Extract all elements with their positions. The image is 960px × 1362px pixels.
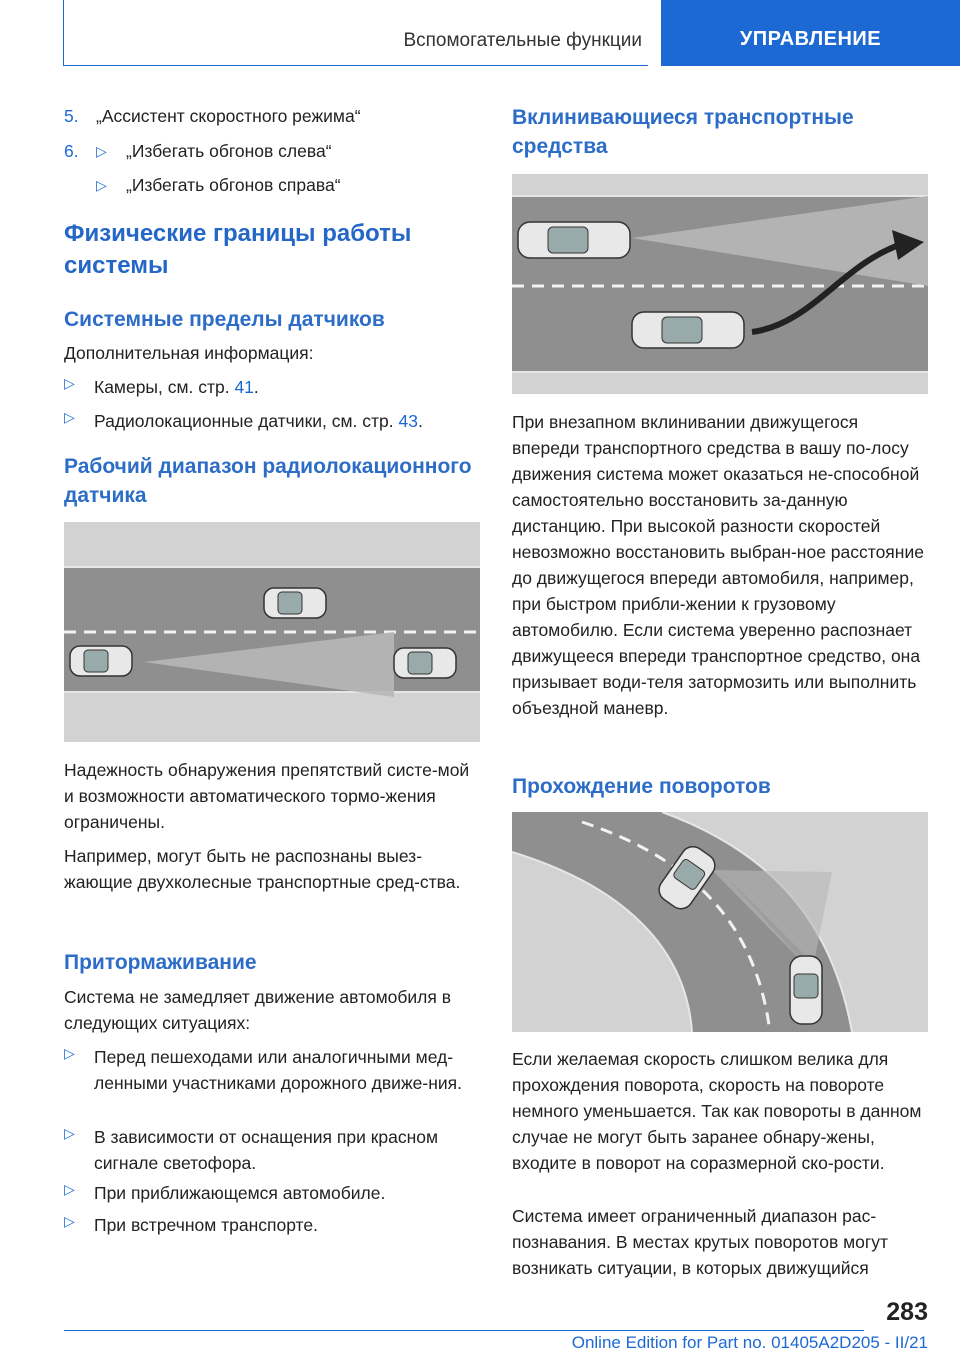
heading-curves: Прохождение поворотов: [512, 775, 771, 798]
cut-in-paragraph: При внезапном вклинивании движущегося впереди транспортного средства в вашу по-лосу движения система может оказаться не-способной самостоятельно восстановить за-данную дистанцию. При высокой разности скоростей невозможно восстановить выбран-ное расстояние до движущегося впереди автомобиля, например, при быстром прибли-жении к грузовому автомобилю. Если система уверенно распознает движущееся впереди транспортное средство, она призывает води-теля затормозить или выполнить объездной маневр.: [512, 412, 924, 718]
radar-paragraph-2: Например, могут быть не распознаны выез-жающие двухколесные транспортные сред-ства.: [64, 846, 461, 892]
bullet-item: ▷ В зависимости от оснащения при красном сигнале светофора.: [64, 1124, 482, 1176]
list-number: 6.: [64, 141, 79, 161]
cut-in-figure: [512, 174, 928, 394]
heading-sensor-limits: Системные пределы датчиков: [64, 308, 385, 331]
page-number: 283: [886, 1298, 928, 1326]
car-own: [70, 646, 132, 676]
curves-paragraph-1: Если желаемая скорость слишком велика для прохождения поворота, скорость на повороте немного уменьшается. Так как повороты в данном случае не могут быть заранее обнару-жены, входите в поворот на соразмерной ско-рости.: [512, 1049, 922, 1173]
triangle-right-icon: ▷: [64, 1213, 75, 1229]
footer-rule: [64, 1330, 864, 1331]
page-link-41[interactable]: 41: [234, 377, 254, 397]
list-text: „Избегать обгонов справа“: [126, 175, 341, 195]
curves-paragraph-2: Система имеет ограниченный диапазон рас-познавания. В местах крутых поворотов могут возникать ситуации, в которых движущийся: [512, 1206, 889, 1278]
bullet-item: ▷ При встречном транспорте.: [64, 1212, 482, 1238]
triangle-right-icon: ▷: [96, 177, 107, 193]
heading-cut-in: Вклинивающиеся транспортные средства: [512, 106, 854, 158]
header-rule-left: [63, 0, 64, 66]
triangle-right-icon: ▷: [96, 143, 107, 159]
car-adjacent: [264, 588, 326, 618]
bullet-item: ▷ Перед пешеходами или аналогичными мед-ленными участниками дорожного движе-ния.: [64, 1044, 482, 1096]
bullet-item: ▷ При приближающемся автомобиле.: [64, 1180, 482, 1206]
header-rule-bottom: [63, 65, 648, 66]
bullet-item: ▷ Камеры, см. стр. 41.: [64, 374, 482, 400]
triangle-right-icon: ▷: [64, 375, 75, 391]
list-text: „Избегать обгонов слева“: [126, 141, 332, 161]
heading-physical-limits: Физические границы работы системы: [64, 220, 412, 279]
list-text: „Ассистент скоростного режима“: [96, 106, 361, 126]
list-item: [64, 172, 341, 198]
curve-figure: [512, 812, 928, 1032]
page-link-43[interactable]: 43: [398, 411, 418, 431]
footer-edition: Online Edition for Part no. 01405A2D205 - II/21: [571, 1333, 928, 1352]
list-number: 5.: [64, 106, 79, 126]
list-item: [64, 138, 332, 164]
car-cutting-in: [632, 312, 744, 348]
more-info-text: Дополнительная информация:: [64, 343, 314, 363]
car-ahead: [790, 956, 822, 1024]
list-number: [64, 172, 96, 198]
braking-intro: Система не замедляет движение автомобиля в следующих ситуациях:: [64, 987, 452, 1033]
radar-range-figure: [64, 522, 480, 742]
heading-braking: Притормаживание: [64, 951, 257, 974]
triangle-right-icon: ▷: [64, 409, 75, 425]
car-ahead: [394, 648, 456, 678]
triangle-right-icon: ▷: [64, 1045, 75, 1061]
header-chapter-tab[interactable]: УПРАВЛЕНИЕ: [661, 0, 960, 66]
radar-paragraph-1: Надежность обнаружения препятствий систе-мой и возможности автоматического тормо-жения ограничены.: [64, 760, 470, 832]
triangle-right-icon: ▷: [64, 1125, 75, 1141]
heading-radar-range: Рабочий диапазон радиолокационного датчика: [64, 455, 472, 507]
header-section-title: Вспомогательные функции: [403, 30, 642, 51]
car-own: [518, 222, 630, 258]
bullet-item: ▷ Радиолокационные датчики, см. стр. 43.: [64, 408, 482, 434]
triangle-right-icon: ▷: [64, 1181, 75, 1197]
list-item: [64, 103, 361, 129]
